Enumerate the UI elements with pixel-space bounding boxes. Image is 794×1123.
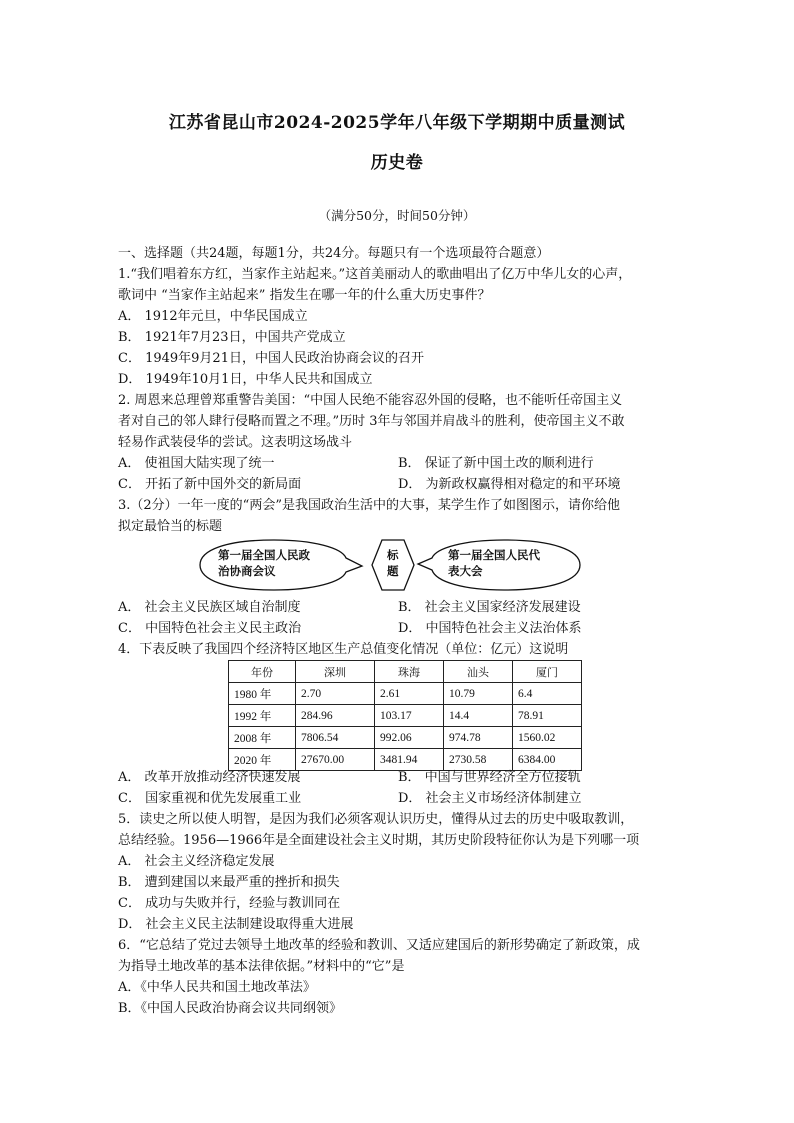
table-cell: 1992 年: [229, 705, 296, 727]
q6-stem-line2: 为指导土地改革的基本法律依据。”材料中的“它”是: [118, 959, 405, 974]
q5-option-d: D． 社会主义民主法制建设取得重大进展: [118, 917, 354, 932]
diagram-left-line1: 第一届全国人民政: [218, 548, 310, 562]
exam-subtitle: 历史卷: [370, 153, 424, 173]
table-header-cell: 年份: [229, 661, 296, 683]
q2-option-c: C． 开拓了新中国外交的新局面: [118, 477, 302, 492]
table-header-row: [229, 661, 582, 683]
q2-option-a: A． 使祖国大陆实现了统一: [118, 456, 275, 471]
table-header-cell: 厦门: [513, 661, 582, 683]
diagram-right-line1: 第一届全国人民代: [448, 548, 540, 562]
q1-option-d: D． 1949年10月1日，中华人民共和国成立: [118, 372, 373, 387]
table-cell: 3481.94: [375, 749, 444, 771]
table-cell: 284.96: [296, 705, 375, 727]
q5-stem-line1: 5．读史之所以使人明智，是因为我们必须客观认识历史，懂得从过去的历史中吸取教训，: [118, 812, 634, 827]
gdp-table: [228, 660, 582, 771]
q3-option-b: B． 社会主义国家经济发展建设: [398, 600, 581, 615]
table-cell: 27670.00: [296, 749, 375, 771]
table-cell: 2020 年: [229, 749, 296, 771]
diagram-left-line2: 治协商会议: [218, 564, 276, 578]
q3-stem-line2: 拟定最恰当的标题: [118, 519, 223, 534]
q5-stem-line2: 总结经验。1956—1966年是全面建设社会主义时期，其历史阶段特征你认为是下列哪一项: [118, 833, 640, 848]
section-heading: 一、选择题（共24题，每题1分，共24分。每题只有一个选项最符合题意）: [118, 246, 550, 261]
table-cell: 974.78: [444, 727, 513, 749]
table-cell: 10.79: [444, 683, 513, 705]
table-row: [229, 727, 582, 749]
diagram-center-line2: 题: [387, 564, 399, 578]
q1-stem-line1: 1.“我们唱着东方红，当家作主站起来。”这首美丽动人的歌曲唱出了亿万中华儿女的心声，: [118, 267, 632, 282]
q1-option-b: B． 1921年7月23日，中国共产党成立: [118, 330, 346, 345]
q6-option-a: A．《中华人民共和国土地改革法》: [118, 980, 316, 995]
q1-stem-line2: 歌词中 “当家作主站起来” 指发生在哪一年的什么重大历史事件？: [118, 288, 491, 303]
table-cell: 103.17: [375, 705, 444, 727]
q3-option-c: C． 中国特色社会主义民主政治: [118, 621, 302, 636]
q2-option-d: D． 为新政权赢得相对稳定的和平环境: [398, 477, 621, 492]
q6-option-b: B．《中国人民政治协商会议共同纲领》: [118, 1001, 343, 1016]
q2-stem-line1: 2. 周恩来总理曾郑重警告美国：“中国人民绝不能容忍外国的侵略，也不能听任帝国主义: [118, 393, 623, 408]
diagram-right-line2: 表大会: [448, 564, 483, 578]
q1-option-a: A． 1912年元旦，中华民国成立: [118, 309, 308, 324]
q4-option-a: A． 改革开放推动经济快速发展: [118, 770, 301, 785]
diagram-center-line1: 标: [387, 548, 399, 562]
q2-stem-line2: 者对自己的邻人肆行侵略而置之不理。”历时 3年与邻国并肩战斗的胜利，使帝国主义不敢: [118, 414, 625, 429]
table-header-cell: 深圳: [296, 661, 375, 683]
q5-option-b: B． 遭到建国以来最严重的挫折和损失: [118, 875, 340, 890]
q4-option-c: C． 国家重视和优先发展重工业: [118, 791, 302, 806]
table-cell: 6384.00: [513, 749, 582, 771]
table-cell: 2.70: [296, 683, 375, 705]
table-cell: 2730.58: [444, 749, 513, 771]
q4-option-b: B． 中国与世界经济全方位接轨: [398, 770, 581, 785]
q5-option-a: A． 社会主义经济稳定发展: [118, 854, 275, 869]
table-cell: 14.4: [444, 705, 513, 727]
table-row: [229, 705, 582, 727]
table-header-cell: 珠海: [375, 661, 444, 683]
q3-diagram: [196, 536, 584, 594]
q2-option-b: B． 保证了新中国土改的顺利进行: [398, 456, 594, 471]
table-row: [229, 683, 582, 705]
table-cell: 1980 年: [229, 683, 296, 705]
table-cell: 992.06: [375, 727, 444, 749]
q3-option-a: A． 社会主义民族区域自治制度: [118, 600, 301, 615]
table-header-cell: 汕头: [444, 661, 513, 683]
table-cell: 7806.54: [296, 727, 375, 749]
q6-stem-line1: 6．“它总结了党过去领导土地改革的经验和教训、又适应建国后的新形势确定了新政策，成: [118, 938, 640, 953]
q5-option-c: C． 成功与失败并行，经验与教训同在: [118, 896, 341, 911]
table-cell: 2.61: [375, 683, 444, 705]
table-cell: 2008 年: [229, 727, 296, 749]
table-cell: 6.4: [513, 683, 582, 705]
q1-option-c: C． 1949年9月21日，中国人民政治协商会议的召开: [118, 351, 424, 366]
exam-note: （满分50分，时间50分钟）: [318, 208, 476, 223]
q3-stem-line1: 3.（2分）一年一度的“两会”是我国政治生活中的大事，某学生作了如图图示，请你给他: [118, 498, 620, 513]
q4-stem-line1: 4．下表反映了我国四个经济特区地区生产总值变化情况（单位：亿元）这说明: [118, 642, 569, 657]
q2-stem-line3: 轻易作武装侵华的尝试。这表明这场战斗: [118, 435, 353, 450]
exam-title: 江苏省昆山市2024-2025学年八年级下学期期中质量测试: [168, 113, 626, 133]
table-cell: 78.91: [513, 705, 582, 727]
table-cell: 1560.02: [513, 727, 582, 749]
q3-option-d: D． 中国特色社会主义法治体系: [398, 621, 582, 636]
q4-option-d: D． 社会主义市场经济体制建立: [398, 791, 582, 806]
